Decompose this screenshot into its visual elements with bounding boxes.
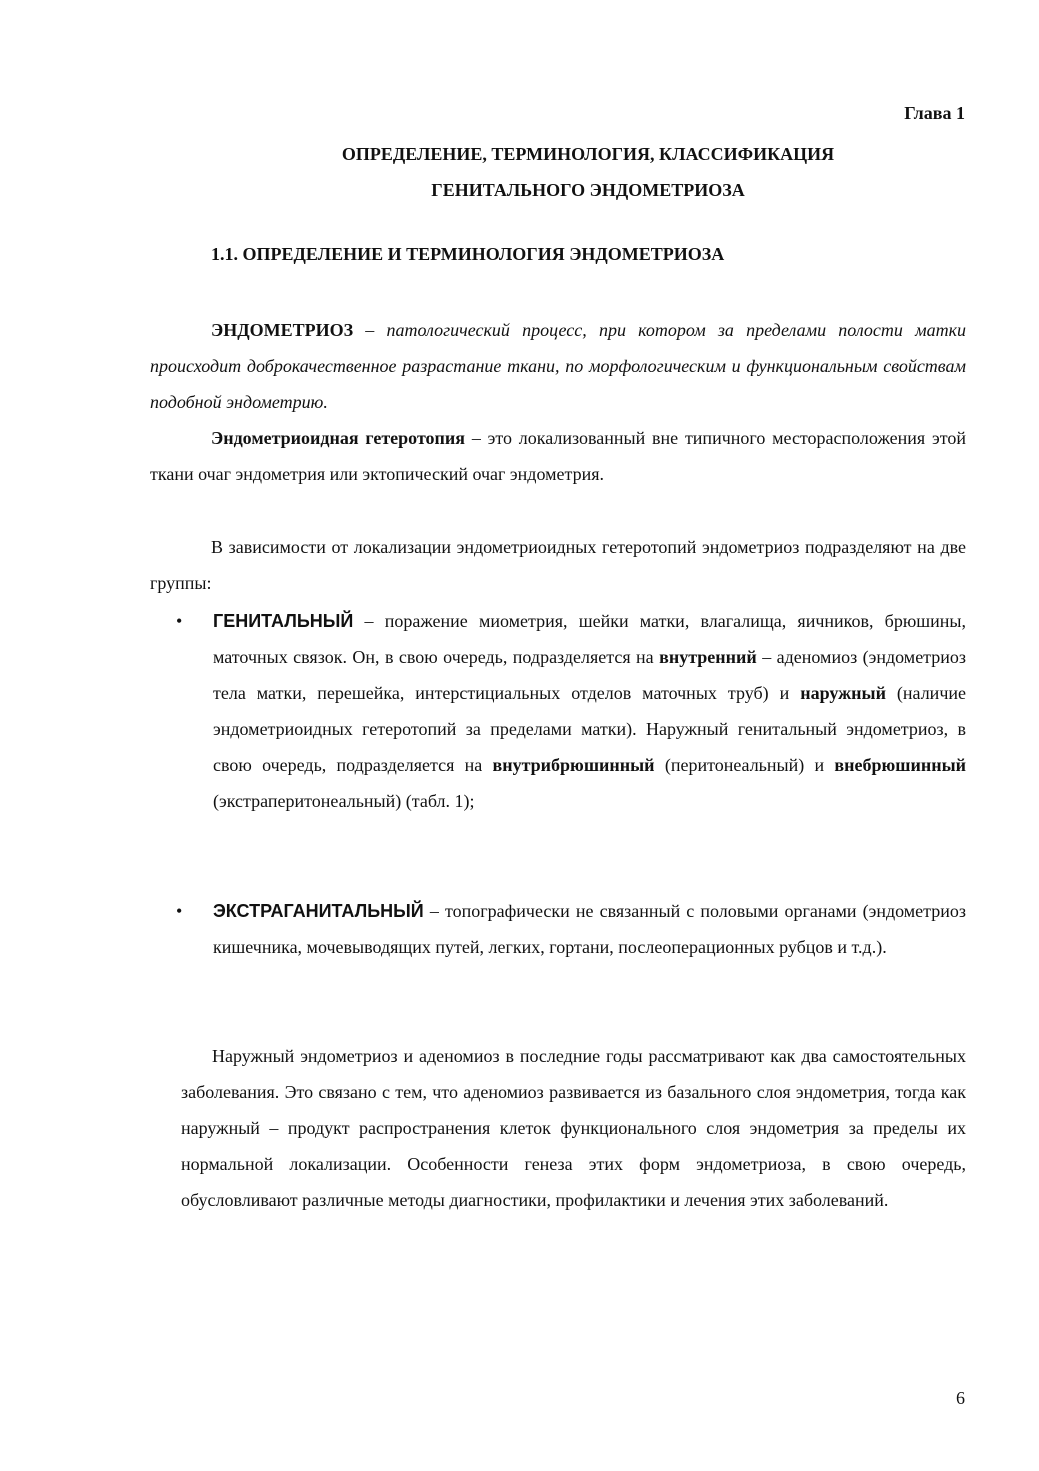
genital-term-external: наружный xyxy=(800,683,886,703)
extragenital-term: ЭКСТРАГАНИТАЛЬНЫЙ xyxy=(213,901,424,921)
genital-term-intraperitoneal: внутрибрюшинный xyxy=(492,755,655,775)
heterotopia-term: Эндометриоидная гетеротопия xyxy=(211,428,466,448)
list-item-genital xyxy=(213,603,966,819)
heterotopia-paragraph xyxy=(150,420,966,492)
genital-term: ГЕНИТАЛЬНЫЙ xyxy=(213,611,354,631)
chapter-title-line-2: ГЕНИТАЛЬНОГО ЭНДОМЕТРИОЗА xyxy=(431,180,745,200)
heterotopia-text: – это локализованный вне типичного месторасположения этой ткани очаг эндометрия или эктопический очаг эндометрия. xyxy=(150,428,966,484)
extragenital-text: – топографически не связанный с половыми органами (эндометриоз кишечника, мочевыводящих путей, легких, гортани, послеоперационных рубцов и т.д.). xyxy=(213,901,966,957)
genital-text-4: (перитонеальный) и xyxy=(654,755,835,775)
closing-paragraph: Наружный эндометриоз и аденомиоз в последние годы рассматривают как два самостоятельных заболевания. Это связано с тем, что аденомиоз развивается из базального слоя эндометрия, тогда как наружный – продукт распространения клеток функционального слоя эндометрия за пределы их нормальной локализации. Особенности генеза этих форм эндометриоза, в свою очередь, обусловливают различные методы диагностики, профилактики и лечения этих заболеваний. xyxy=(181,1046,966,1210)
genital-text-3: (наличие эндометриоидных гетеротопий за пределами матки). Наружный генитальный эндометриоз, в свою очередь, подразделяется на xyxy=(213,683,966,775)
page-number: 6 xyxy=(956,1388,965,1408)
genital-term-internal: внутренний xyxy=(659,647,757,667)
definition-text: – патологический процесс, при котором за пределами полости матки происходит доброкачественное разрастание ткани, по морфологическим и функциональным свойствам подобной эндометрию. xyxy=(150,320,966,412)
genital-text-2: – аденомиоз (эндометриоз тела матки, перешейка, интерстициальных отделов маточных труб) и xyxy=(213,647,967,703)
definition-term: ЭНДОМЕТРИОЗ xyxy=(211,320,354,340)
list-item-extragenital xyxy=(213,893,966,965)
bullet-icon: • xyxy=(176,901,183,921)
chapter-label: Глава 1 xyxy=(904,103,965,123)
bullet-icon: • xyxy=(176,611,183,631)
groups-intro-paragraph: В зависимости от локализации эндометриоидных гетеротопий эндометриоз подразделяют на две группы: xyxy=(150,537,966,593)
genital-term-extraperitoneal: внебрюшинный xyxy=(834,755,967,775)
definition-paragraph xyxy=(150,312,966,420)
genital-text-1: – поражение миометрия, шейки матки, влагалища, яичников, брюшины, маточных связок. Он, в свою очередь, подразделяется на xyxy=(213,611,966,667)
chapter-title-line-1: ОПРЕДЕЛЕНИЕ, ТЕРМИНОЛОГИЯ, КЛАССИФИКАЦИЯ xyxy=(341,144,835,164)
genital-text-5: (экстраперитонеальный) (табл. 1); xyxy=(213,791,475,811)
section-heading: 1.1. ОПРЕДЕЛЕНИЕ И ТЕРМИНОЛОГИЯ ЭНДОМЕТРИОЗА xyxy=(211,244,725,264)
chapter-title xyxy=(150,136,1026,208)
